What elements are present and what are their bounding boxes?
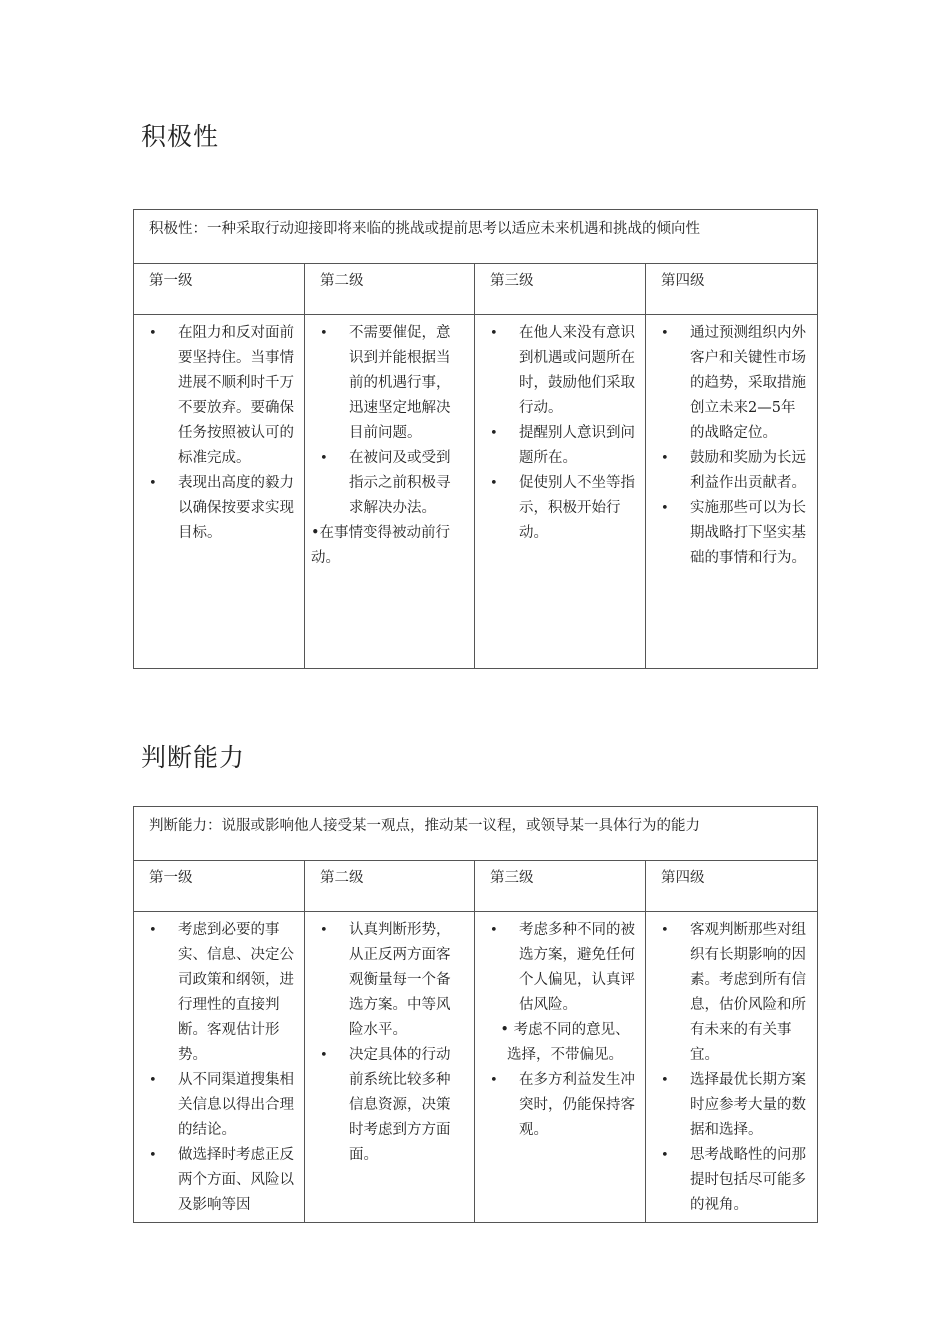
definition-cell — [134, 807, 818, 861]
level-label: 第四级 — [661, 273, 705, 289]
list-item: • 通过预测组织内外客户和关键性市场的趋势，采取措施创立未来2—5年的战略定位。 — [656, 321, 807, 446]
list-item: • 提醒别人意识到问题所在。 — [485, 421, 635, 471]
list-item: • 在他人来没有意识到机遇或问题所在时，鼓励他们采取行动。 — [485, 321, 635, 421]
list-item: • 表现出高度的毅力以确保按要求实现目标。 — [144, 471, 294, 546]
list-item: • 认真判断形势，从正反两方面客观衡量每一个备选方案。中等风险水平。 — [315, 918, 464, 1043]
level-label: 第二级 — [320, 273, 364, 289]
competency-table-initiative — [133, 209, 818, 669]
level-content-2 — [305, 912, 475, 1223]
list-item: • 决定具体的行动前系统比较多种信息资源，决策时考虑到方方面面。 — [315, 1043, 464, 1168]
level-header-4 — [646, 861, 818, 912]
list-item: •在事情变得被动前行动。 — [311, 525, 451, 566]
level-label: 第二级 — [320, 870, 364, 886]
level-header-3 — [475, 861, 646, 912]
level-content-2 — [305, 315, 475, 669]
level-content-1 — [134, 912, 305, 1223]
level-header-2 — [305, 264, 475, 315]
list-item: • 考虑多种不同的被选方案，避免任何个人偏见，认真评估风险。 — [485, 918, 635, 1018]
level-header-1 — [134, 861, 305, 912]
level-label: 第三级 — [490, 273, 534, 289]
list-item: • 考虑不同的意见、选择，不带偏见。 — [500, 1022, 630, 1063]
list-item: • 思考战略性的问那提时包括尽可能多的视角。 — [656, 1143, 807, 1218]
level-header-3 — [475, 264, 646, 315]
list-item: • 鼓励和奖励为长远利益作出贡献者。 — [656, 446, 807, 496]
level-content-4 — [646, 315, 818, 669]
level-label: 第一级 — [149, 273, 193, 289]
list-item: • 选择最优长期方案时应参考大量的数据和选择。 — [656, 1068, 807, 1143]
section-title-initiative: 积极性 — [141, 122, 220, 151]
list-item: • 实施那些可以为长期战略打下坚实基础的事情和行为。 — [656, 496, 807, 571]
list-item: • 做选择时考虑正反两个方面、风险以及影响等因 — [144, 1143, 294, 1212]
list-item: • 考虑到必要的事实、信息、决定公司政策和纲领，进行理性的直接判断。客观估计形势。 — [144, 918, 294, 1068]
competency-table-judgment — [133, 806, 818, 1223]
list-item: • 在被问及或受到指示之前积极寻求解决办法。 — [315, 446, 464, 521]
definition-text: 积极性：一种采取行动迎接即将来临的挑战或提前思考以适应未来机遇和挑战的倾向性 — [149, 221, 700, 237]
list-item: • 在阻力和反对面前要坚持住。当事情进展不顺利时千万不要放弃。要确保任务按照被认可的标准完成。 — [144, 321, 294, 471]
list-item: • 在多方利益发生冲突时，仍能保持客观。 — [485, 1068, 635, 1143]
level-content-1 — [134, 315, 305, 669]
list-item: • 从不同渠道搜集相关信息以得出合理的结论。 — [144, 1068, 294, 1143]
definition-cell — [134, 210, 818, 264]
level-label: 第一级 — [149, 870, 193, 886]
list-item: • 客观判断那些对组织有长期影响的因素。考虑到所有信息，估价风险和所有未来的有关事宜。 — [656, 918, 807, 1068]
level-content-3 — [475, 912, 646, 1223]
definition-text: 判断能力：说服或影响他人接受某一观点，推动某一议程，或领导某一具体行为的能力 — [149, 818, 700, 834]
level-label: 第三级 — [490, 870, 534, 886]
level-header-4 — [646, 264, 818, 315]
level-label: 第四级 — [661, 870, 705, 886]
level-header-2 — [305, 861, 475, 912]
level-header-1 — [134, 264, 305, 315]
list-item: • 不需要催促，意识到并能根据当前的机遇行事，迅速坚定地解决目前问题。 — [315, 321, 464, 446]
section-title-judgment: 判断能力 — [141, 743, 246, 772]
level-content-3 — [475, 315, 646, 669]
list-item: • 促使别人不坐等指示，积极开始行动。 — [485, 471, 635, 546]
level-content-4 — [646, 912, 818, 1223]
